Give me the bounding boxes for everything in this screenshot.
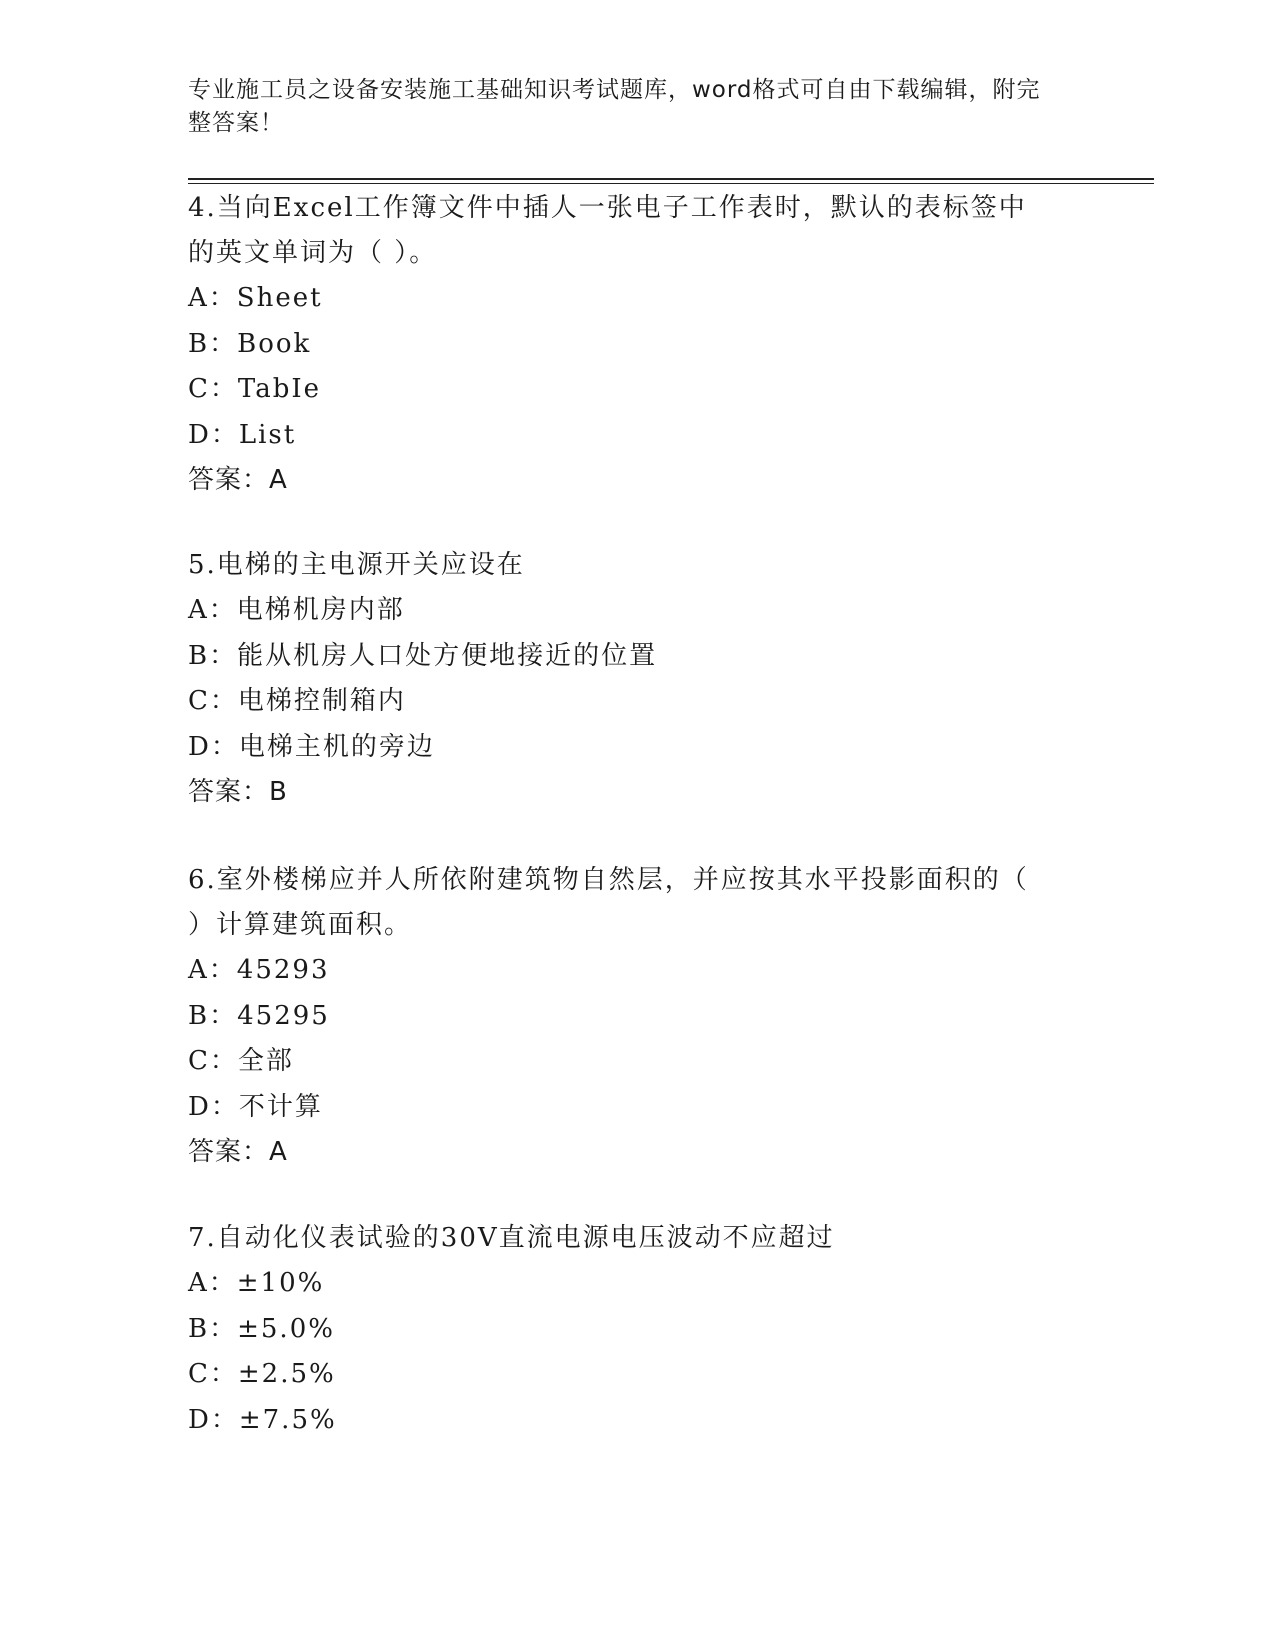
option-c: C：TabIe xyxy=(188,374,322,404)
option-c: C：±2.5% xyxy=(188,1359,336,1389)
header-line-1: 专业施工员之设备安装施工基础知识考试题库，word格式可自由下载编辑，附完 xyxy=(188,77,1041,103)
option-d: D：±7.5% xyxy=(188,1404,337,1435)
option-b: B：±5.0% xyxy=(188,1313,335,1344)
option-a: A：Sheet xyxy=(188,283,323,313)
option-d: D：不计算 xyxy=(188,1091,323,1122)
option-d: D：List xyxy=(188,419,297,450)
option-b: B：45295 xyxy=(188,1000,330,1031)
answer-label: 答案：B xyxy=(188,777,288,807)
option-b: B：能从机房人口处方便地接近的位置 xyxy=(188,640,658,671)
question-7 xyxy=(188,1216,1068,1443)
question-text-line-2: ）计算建筑面积。 xyxy=(188,910,413,940)
header-divider-bottom xyxy=(188,183,1154,184)
question-text-line-1: 6.室外楼梯应并人所依附建筑物自然层，并应按其水平投影面积的（ xyxy=(188,865,1029,895)
option-c: C：全部 xyxy=(188,1046,294,1076)
question-text-line-2: 的英文单词为（ ）。 xyxy=(188,238,438,268)
question-text-line-1: 4.当向Excel工作簿文件中插人一张电子工作表时，默认的表标签中 xyxy=(188,193,1027,223)
question-text-line-1: 5.电梯的主电源开关应设在 xyxy=(188,550,525,580)
document-header xyxy=(188,74,1068,140)
option-a: A：±10% xyxy=(188,1268,325,1298)
question-5 xyxy=(188,543,1068,815)
question-4 xyxy=(188,186,1068,503)
option-b: B：Book xyxy=(188,328,312,359)
header-line-2: 整答案！ xyxy=(188,110,284,136)
answer-label: 答案：A xyxy=(188,465,288,495)
question-text-line-1: 7.自动化仪表试验的30V直流电源电压波动不应超过 xyxy=(188,1223,835,1253)
option-c: C：电梯控制箱内 xyxy=(188,686,406,716)
option-d: D：电梯主机的旁边 xyxy=(188,731,435,762)
question-6 xyxy=(188,858,1068,1175)
option-a: A：电梯机房内部 xyxy=(188,595,405,625)
header-divider-top xyxy=(188,178,1154,180)
answer-label: 答案：A xyxy=(188,1137,288,1167)
option-a: A：45293 xyxy=(188,955,330,985)
